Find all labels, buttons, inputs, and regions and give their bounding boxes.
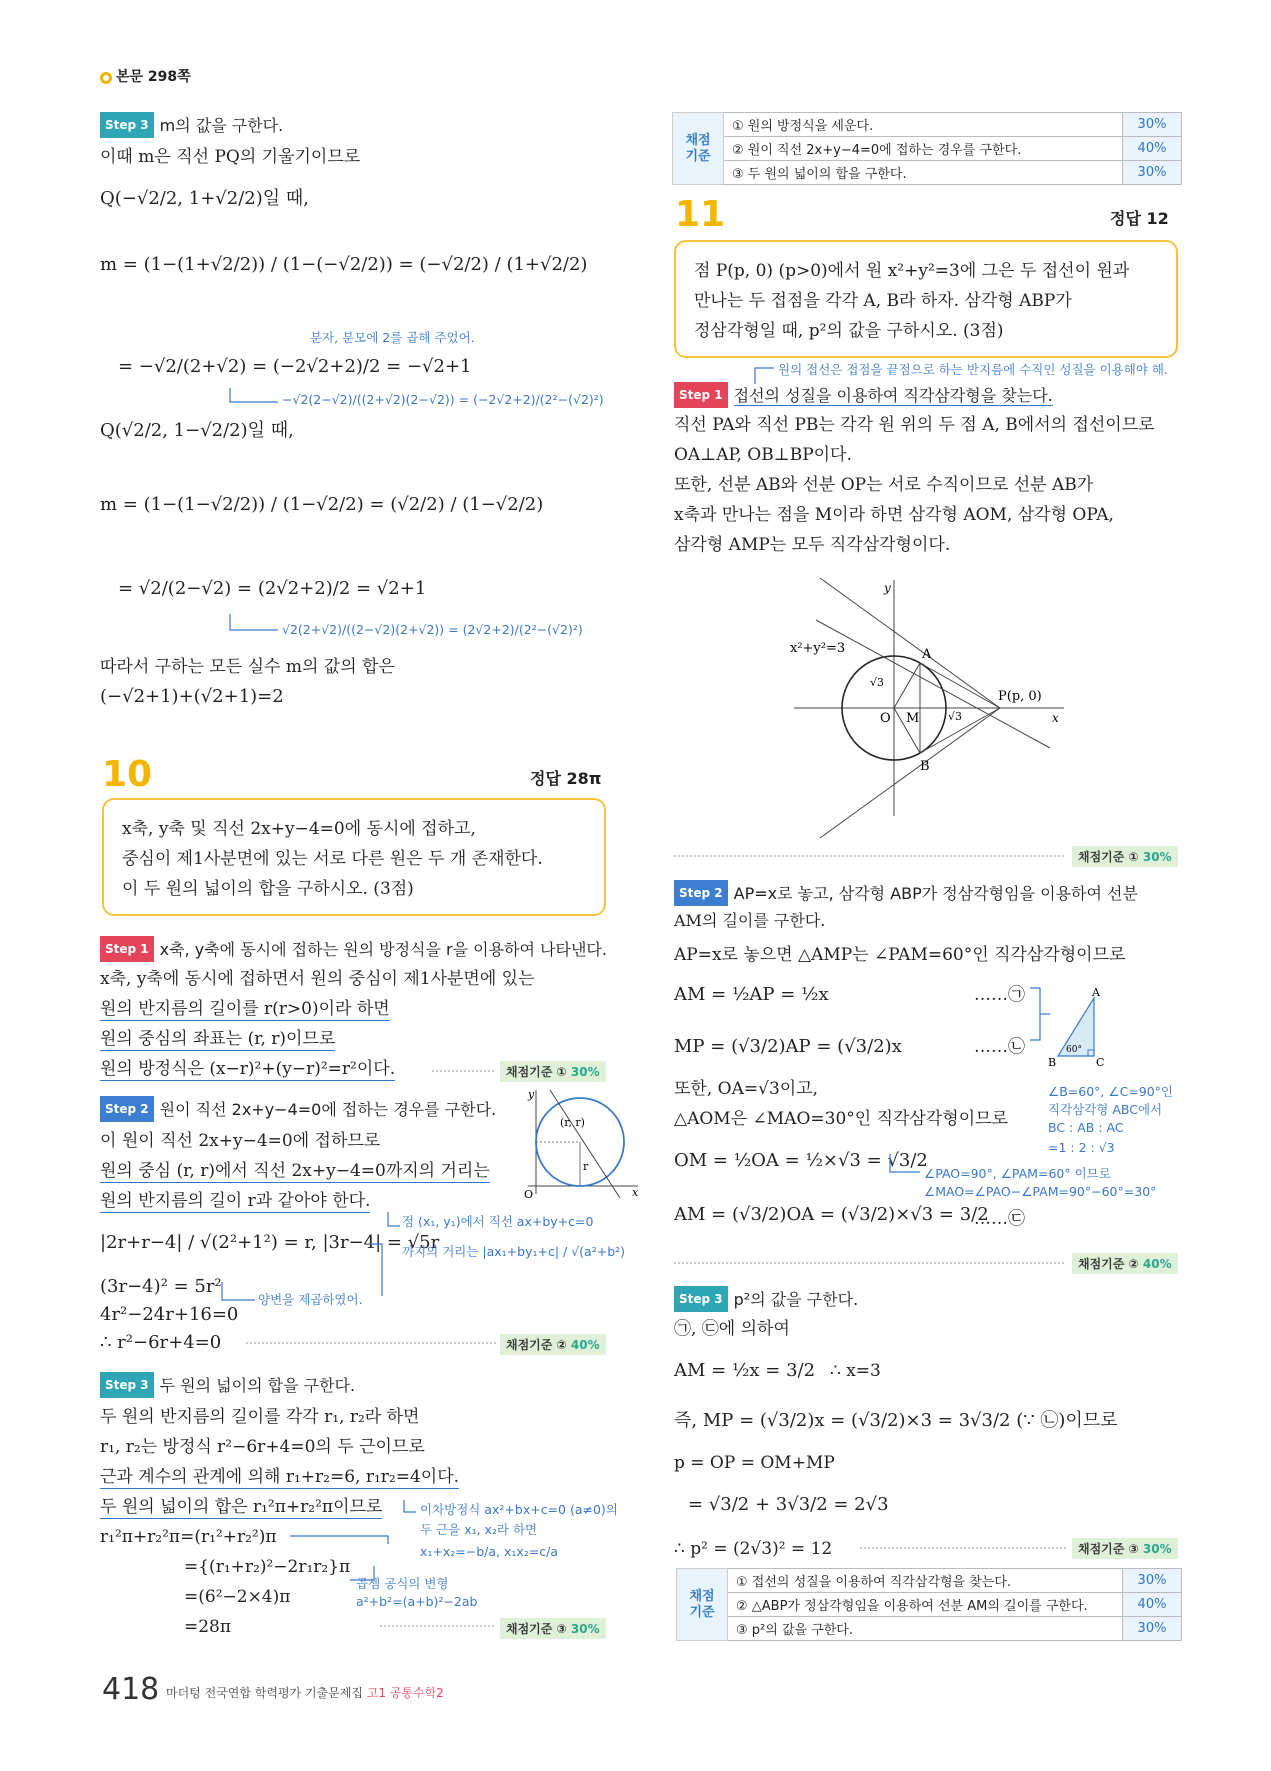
left-step3-heading: Step 3 m의 값을 구한다. <box>100 112 283 138</box>
p10-line: 원의 반지름의 길이를 r(r>0)이라 하면 <box>100 999 390 1019</box>
p11-equation: 즉, MP = (√3/2)x = (√3/2)×3 = 3√3/2 (∵ ㉡)이므로 <box>674 1410 1118 1431</box>
table-row <box>673 137 1182 161</box>
graph-x-label: x <box>632 1186 639 1199</box>
p11-line: OA⊥AP, OB⊥BP이다. <box>674 445 852 465</box>
table-cell: ③ 두 원의 넓이의 합을 구한다. <box>724 161 1123 185</box>
left-line: (−√2+1)+(√2+1)=2 <box>100 686 284 707</box>
p10-line: 원의 반지름의 길이 r과 같아야 한다. <box>100 1191 371 1211</box>
p10-equation: =(6²−2×4)π <box>184 1587 291 1607</box>
graph-circle-eq: x²+y²=3 <box>790 641 846 656</box>
p11-equation: OM = ½OA = ½×√3 = √3/2 <box>674 1150 928 1171</box>
left-line: 이때 m은 직선 PQ의 기울기이므로 <box>100 147 361 167</box>
table-row <box>673 161 1182 185</box>
graph-point-a: A <box>922 647 932 662</box>
triangle-angle: 60° <box>1066 1045 1082 1055</box>
p11-equation: ∴ p² = (2√3)² = 12 <box>674 1539 833 1559</box>
note-vieta: x₁+x₂=−b/a, x₁x₂=c/a <box>420 1544 559 1559</box>
page-reference: 본문 298쪽 <box>100 66 191 86</box>
p10-step3-heading: Step 3 두 원의 넓이의 합을 구한다. <box>100 1372 355 1398</box>
graph-r-label: r <box>583 1160 589 1173</box>
p10-equation: 4r²−24r+16=0 <box>100 1304 239 1325</box>
graph-radius-label: √3 <box>948 710 963 723</box>
p10-circle-graph <box>520 1090 640 1200</box>
p11-step1-heading: Step 1 접선의 성질을 이용하여 직각삼각형을 찾는다. <box>674 382 1053 408</box>
problem-11-number: 11 <box>675 194 726 235</box>
p10-criterion-3: 채점기준 ③ 30% <box>500 1618 606 1639</box>
note-triangle: ∠B=60°, ∠C=90°인 <box>1048 1084 1173 1099</box>
p11-line: 직선 PA와 직선 PB는 각각 원 위의 두 점 A, B에서의 접선이므로 <box>674 415 1155 435</box>
table-cell: ③ p²의 값을 구한다. <box>728 1617 1123 1641</box>
p10-line: 원의 중심 (r, r)에서 직선 2x+y−4=0까지의 거리는 <box>100 1161 490 1181</box>
note-triangle: 직각삼각형 ABC에서 <box>1048 1102 1163 1117</box>
p10-equation: ={(r₁+r₂)²−2r₁r₂}π <box>184 1557 351 1577</box>
p11-equation: AM = ½x = 3/2 <box>674 1360 816 1381</box>
problem-11-line: 정삼각형일 때, p²의 값을 구하시오. (3점) <box>694 321 1004 341</box>
left-line: Q(√2/2, 1−√2/2)일 때, <box>100 420 294 441</box>
table-pct: 30% <box>1123 1617 1182 1641</box>
graph-y-axis: y <box>884 581 891 595</box>
left-equation: = −√2/(2+√2) = (−2√2+2)/2 = −√2+1 <box>118 356 472 377</box>
p10-step2-heading: Step 2 원이 직선 2x+y−4=0에 접하는 경우를 구한다. <box>100 1096 496 1122</box>
triangle-a: A <box>1092 986 1100 999</box>
footer-book: 마더텅 전국연합 학력평가 기출문제집 고1 공통수학2 <box>166 1686 444 1700</box>
p10-equation: (3r−4)² = 5r² <box>100 1276 222 1297</box>
left-line: 따라서 구하는 모든 실수 m의 값의 합은 <box>100 657 395 677</box>
p11-mark: ……㉡ <box>974 1037 1025 1057</box>
graph-x-axis: x <box>1052 711 1059 725</box>
table-pct: 30% <box>1123 113 1182 137</box>
graph-origin: O <box>880 711 891 726</box>
problem-10-box <box>102 798 606 916</box>
p11-line: 삼각형 AMP는 모두 직각삼각형이다. <box>674 535 951 555</box>
p11-mark: ……㉢ <box>974 1209 1025 1229</box>
p10-line: 두 원의 넓이의 합은 r₁²π+r₂²π이므로 <box>100 1497 383 1517</box>
p11-scoring-table <box>676 1568 1182 1641</box>
graph-origin-label: O <box>524 1188 534 1201</box>
p10-equation: ∴ r²−6r+4=0 <box>100 1332 222 1353</box>
problem-10-number: 10 <box>102 754 153 795</box>
p11-step2-title-cont: AM의 길이를 구한다. <box>674 911 826 930</box>
p11-line: △AOM은 ∠MAO=30°인 직각삼각형이므로 <box>674 1109 1008 1129</box>
note-angle: ∠PAO=90°, ∠PAM=60° 이므로 <box>924 1166 1111 1181</box>
p11-equation: MP = (√3/2)AP = (√3/2)x <box>674 1036 902 1057</box>
p10-line: r₁, r₂는 방정식 r²−6r+4=0의 두 근이므로 <box>100 1437 425 1457</box>
p11-equation: = √3/2 + 3√3/2 = 2√3 <box>688 1494 889 1515</box>
p11-bracket-arrows <box>0 0 1 1</box>
note-angle: ∠MAO=∠PAO−∠PAM=90°−60°=30° <box>924 1184 1157 1199</box>
note-vieta: 이차방정식 ax²+bx+c=0 (a≠0)의 <box>420 1502 618 1517</box>
table-row <box>677 1617 1182 1641</box>
table-cell: ① 원의 방정식을 세운다. <box>724 113 1123 137</box>
table-row <box>677 1593 1182 1617</box>
left-equation: = √2/(2−√2) = (2√2+2)/2 = √2+1 <box>118 578 427 599</box>
p11-line: x축과 만나는 점을 M이라 하면 삼각형 AOM, 삼각형 OPA, <box>674 505 1114 525</box>
note-vieta: 두 근을 x₁, x₂라 하면 <box>420 1522 538 1537</box>
graph-y-label: y <box>528 1088 535 1101</box>
table-cell: ① 접선의 성질을 이용하여 직각삼각형을 찾는다. <box>728 1569 1123 1593</box>
p10-line: 두 원의 반지름의 길이를 각각 r₁, r₂라 하면 <box>100 1407 420 1427</box>
problem-10-line: 이 두 원의 넓이의 합을 구하시오. (3점) <box>122 879 414 899</box>
p10-equation: =28π <box>184 1617 232 1637</box>
problem-11-line: 만나는 두 접점을 각각 A, B라 하자. 삼각형 ABP가 <box>694 291 1072 311</box>
problem-10-line: x축, y축 및 직선 2x+y−4=0에 동시에 접하고, <box>122 819 476 839</box>
p11-mark: ……㉠ <box>974 985 1025 1005</box>
left-equation: m = (1−(1+√2/2)) / (1−(−√2/2)) = (−√2/2) / (1+√2/2) <box>100 254 588 275</box>
table-pct: 40% <box>1123 1593 1182 1617</box>
p11-criterion-3: 채점기준 ③ 30% <box>1072 1538 1178 1559</box>
p11-equation: AM = ½AP = ½x <box>674 984 829 1005</box>
note-multiply-formula: 곱셈 공식의 변형 <box>356 1576 449 1591</box>
p11-small-triangle <box>1048 986 1138 1070</box>
note-rationalize: −√2(2−√2)/((2+√2)(2−√2)) = (−2√2+2)/(2²−(√2)²) <box>282 392 604 407</box>
p11-tangent-graph <box>780 580 1070 820</box>
table-pct: 30% <box>1123 161 1182 185</box>
circle-bullet-icon <box>100 72 112 84</box>
p11-equation: ∴ x=3 <box>830 1361 881 1381</box>
note-triangle: BC : AB : AC <box>1048 1120 1124 1135</box>
p10-criterion-2: 채점기준 ② 40% <box>500 1334 606 1355</box>
p11-step3-heading: Step 3 p²의 값을 구한다. <box>674 1286 858 1312</box>
graph-center-label: (r, r) <box>560 1116 585 1129</box>
p10-equation: |2r+r−4| / √(2²+1²) = r, |3r−4| = √5r <box>100 1232 440 1253</box>
note-tangent: 원의 접선은 접점을 끝점으로 하는 반지름에 수직인 성질을 이용해야 해. <box>778 362 1168 377</box>
graph-point-p: P(p, 0) <box>998 689 1042 704</box>
note-square: 양변을 제곱하였어. <box>258 1292 363 1307</box>
p11-line: ㉠, ㉢에 의하여 <box>674 1319 790 1339</box>
problem-11-line: 점 P(p, 0) (p>0)에서 원 x²+y²=3에 그은 두 접선이 원과 <box>694 261 1130 281</box>
p10-line: 원의 방정식은 (x−r)²+(y−r)²=r²이다. <box>100 1059 396 1079</box>
table-row <box>677 1569 1182 1593</box>
table-cell: ② 원이 직선 2x+y−4=0에 접하는 경우를 구한다. <box>724 137 1123 161</box>
graph-radius-label: √3 <box>870 676 885 689</box>
triangle-b: B <box>1048 1056 1057 1069</box>
p11-step2-heading: Step 2 AP=x로 놓고, 삼각형 ABP가 정삼각형임을 이용하여 선분 <box>674 880 1138 906</box>
p11-equation: AM = (√3/2)OA = (√3/2)×√3 = 3/2 <box>674 1204 989 1225</box>
table-pct: 40% <box>1123 137 1182 161</box>
table-pct: 30% <box>1123 1569 1182 1593</box>
left-line: Q(−√2/2, 1+√2/2)일 때, <box>100 188 309 209</box>
p10-step1-heading: Step 1 x축, y축에 동시에 접하는 원의 방정식을 r을 이용하여 나타낸다. <box>100 936 607 962</box>
problem-10-line: 중심이 제1사분면에 있는 서로 다른 원은 두 개 존재한다. <box>122 849 543 869</box>
note-rationalize: √2(2+√2)/((2−√2)(2+√2)) = (2√2+2)/(2²−(√2)²) <box>282 622 583 637</box>
p10-equation: r₁²π+r₂²π=(r₁²+r₂²)π <box>100 1527 277 1547</box>
problem-10-answer: 정답 28π <box>530 769 602 788</box>
note-multiply-formula: a²+b²=(a+b)²−2ab <box>356 1594 478 1609</box>
p10-scoring-table <box>672 112 1182 185</box>
p10-line: x축, y축에 동시에 접하면서 원의 중심이 제1사분면에 있는 <box>100 969 535 989</box>
left-equation: m = (1−(1−√2/2)) / (1−√2/2) = (√2/2) / (1−√2/2) <box>100 494 544 515</box>
table-row <box>673 113 1182 137</box>
triangle-c: C <box>1096 1056 1105 1069</box>
note-distance-formula: 점 (x₁, y₁)에서 직선 ax+by+c=0 <box>402 1214 594 1229</box>
problem-11-answer: 정답 12 <box>1110 209 1169 228</box>
graph-point-m: M <box>906 711 920 726</box>
p10-line: 근과 계수의 관계에 의해 r₁+r₂=6, r₁r₂=4이다. <box>100 1467 460 1487</box>
p11-equation: p = OP = OM+MP <box>674 1453 835 1473</box>
p10-criterion-1: 채점기준 ① 30% <box>500 1061 606 1082</box>
p11-criterion-2: 채점기준 ② 40% <box>1072 1253 1178 1274</box>
table-label: 채점 기준 <box>673 113 724 185</box>
p11-line: AP=x로 놓으면 △AMP는 ∠PAM=60°인 직각삼각형이므로 <box>674 945 1126 965</box>
p11-criterion-1: 채점기준 ① 30% <box>1072 846 1178 867</box>
table-cell: ② △ABP가 정삼각형임을 이용하여 선분 AM의 길이를 구한다. <box>728 1593 1123 1617</box>
note-triangle: =1 : 2 : √3 <box>1048 1140 1115 1155</box>
table-label: 채점 기준 <box>677 1569 728 1641</box>
graph-point-b: B <box>920 759 930 774</box>
p11-line: 또한, 선분 AB와 선분 OP는 서로 수직이므로 선분 AB가 <box>674 475 1094 495</box>
p11-line: 또한, OA=√3이고, <box>674 1079 819 1099</box>
note-distance-formula: 까지의 거리는 |ax₁+by₁+c| / √(a²+b²) <box>402 1244 626 1259</box>
p10-line: 이 원이 직선 2x+y−4=0에 접하므로 <box>100 1131 381 1151</box>
problem-11-box <box>674 240 1178 358</box>
page-number: 418 <box>102 1672 160 1707</box>
p10-line: 원의 중심의 좌표는 (r, r)이므로 <box>100 1029 336 1049</box>
note-multiply: 분자, 분모에 2를 곱해 주었어. <box>310 330 475 345</box>
